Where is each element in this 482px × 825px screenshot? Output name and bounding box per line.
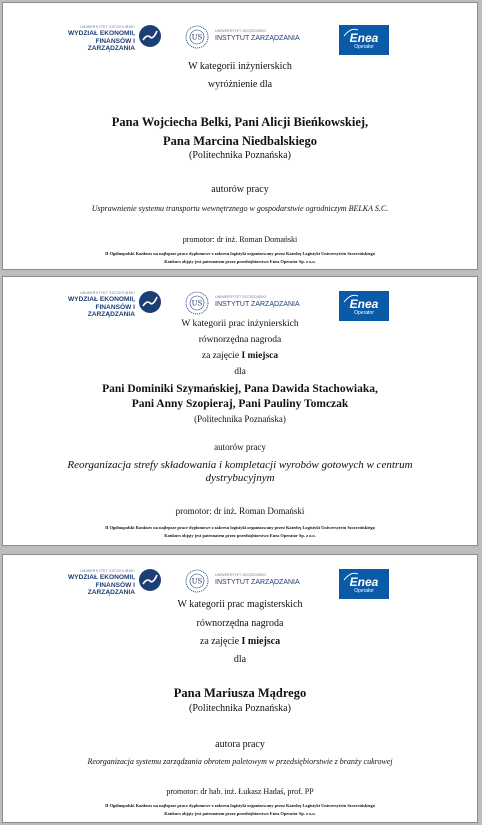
logo-enea [339,569,389,599]
enea-wordmark: Enea [349,575,379,589]
university-seal-icon [185,291,209,315]
place-bold: I miejsca [241,636,281,647]
footer-line-2: Konkurs objęty jest patronatem przez przedsiębiorstwo Enea Operator Sp. z o.o. [164,533,316,538]
wydzial-line-1: WYDZIAŁ EKONOMII, [67,574,135,581]
institution-text: (Politechnika Poznańska) [189,150,291,161]
wydzial-emblem-icon [139,569,161,591]
recipient-names-line-2: Pana Marcina Niedbalskiego [163,134,317,148]
wydzial-sup-text: UNIWERSYTET SZCZECIŃSKI [80,25,135,29]
instytut-name: INSTYTUT ZARZĄDZANIA [215,579,300,586]
enea-subtext: Operator [354,44,374,50]
promoter-text: promotor: dr hab. inż. Łukasz Hadaś, prof. PP [166,787,314,796]
wydzial-line-2: FINANSÓW I ZARZĄDZANIA [87,581,135,596]
instytut-sup-text: UNIWERSYTET SZCZECIŃSKI [215,295,266,299]
wydzial-sup-text: UNIWERSYTET SZCZECIŃSKI [80,291,135,295]
for-text: dla [233,654,247,665]
thesis-title: Reorganizacja strefy składowania i kompletacji wyrobów gotowych w centrum dystrybucyjnym [67,459,413,484]
footer-line-1: II Ogólnopolski Konkurs na najlepsze prace dyplomowe z zakresu logistyki organizowany przez Katedrę Logistyki Uniwersytetu Szczecińskiego [105,525,375,530]
wydzial-line-2: FINANSÓW I ZARZĄDZANIA [87,303,135,318]
award-text: wyróżnienie dla [207,79,273,90]
university-seal-icon [185,25,209,49]
instytut-name: INSTYTUT ZARZĄDZANIA [215,301,300,308]
recipient-names-line-2: Pani Anny Szopieraj, Pani Pauliny Tomczak [131,398,349,410]
institution-text: (Politechnika Poznańska) [194,414,286,424]
authors-label: autorów pracy [211,184,269,195]
wydzial-line-1: WYDZIAŁ EKONOMII, [67,296,135,303]
authors-label: autorów pracy [214,442,266,452]
place-bold: I miejsca [241,351,279,361]
wydzial-sup-text: UNIWERSYTET SZCZECIŃSKI [80,569,135,573]
for-text: dla [234,367,246,377]
certificate-card-1 [2,2,478,270]
enea-subtext: Operator [354,310,374,316]
promoter-text: promotor: dr inż. Roman Domański [182,235,298,244]
thesis-title: Usprawnienie systemu transportu wewnętrznego w gospodarstwie ogrodniczym BELKA S.C. [91,204,389,213]
recipient-names-line-1: Pana Wojciecha Belki, Pani Alicji Bieńkowskiej, [111,115,369,129]
certificate-card-3 [2,554,478,823]
svg-text:US: US [191,577,203,586]
enea-wordmark: Enea [349,297,379,311]
place-text [3,636,477,647]
promoter-text: promotor: dr inż. Roman Domański [175,506,305,516]
authors-label: autora pracy [215,739,265,750]
svg-text:US: US [191,33,203,42]
recipient-names-line-1: Pana Mariusza Mądrego [173,686,307,700]
award-text: równorzędna nagroda [196,618,284,629]
category-text: W kategorii inżynierskich [188,61,292,72]
footer-line-2: Konkurs objęty jest patronatem przez przedsiębiorstwo Enea Operator Sp. z o.o. [164,811,316,816]
place-text [3,351,477,361]
svg-text:US: US [191,299,203,308]
place-prefix: za zajęcie [201,351,242,361]
footer-line-2: Konkurs objęty jest patronatem przez przedsiębiorstwo Enea Operator Sp. z o.o. [164,259,316,264]
recipient-names-line-1: Pani Dominiki Szymańskiej, Pana Dawida Stachowiaka, [102,383,378,395]
institution-text: (Politechnika Poznańska) [189,703,291,714]
footer-line-1: II Ogólnopolski Konkurs na najlepsze prace dyplomowe z zakresu logistyki organizowany przez Katedrę Logistyki Uniwersytetu Szczecińskiego [105,803,375,808]
logo-enea [339,291,389,321]
category-text: W kategorii prac inżynierskich [181,319,299,329]
certificate-card-2 [2,276,478,546]
thesis-title: Reorganizacja systemu zarządzania obrotem paletowym w przedsiębiorstwie z branży cukrowej [87,757,393,766]
university-seal-icon [185,569,209,593]
enea-subtext: Operator [354,588,374,594]
footer-line-1: II Ogólnopolski Konkurs na najlepsze prace dyplomowe z zakresu logistyki organizowany przez Katedrę Logistyki Uniwersytetu Szczecińskiego [105,251,375,256]
wydzial-emblem-icon [139,291,161,313]
wydzial-line-1: WYDZIAŁ EKONOMII, [67,30,135,37]
enea-wordmark: Enea [349,31,379,45]
category-text: W kategorii prac magisterskich [177,599,303,610]
award-text: równorzędna nagroda [198,335,282,345]
wydzial-line-2: FINANSÓW I ZARZĄDZANIA [87,37,135,52]
place-prefix: za zajęcie [199,636,242,647]
instytut-sup-text: UNIWERSYTET SZCZECIŃSKI [215,573,266,577]
instytut-sup-text: UNIWERSYTET SZCZECIŃSKI [215,29,266,33]
logo-enea [339,25,389,55]
wydzial-emblem-icon [139,25,161,47]
instytut-name: INSTYTUT ZARZĄDZANIA [215,35,300,42]
